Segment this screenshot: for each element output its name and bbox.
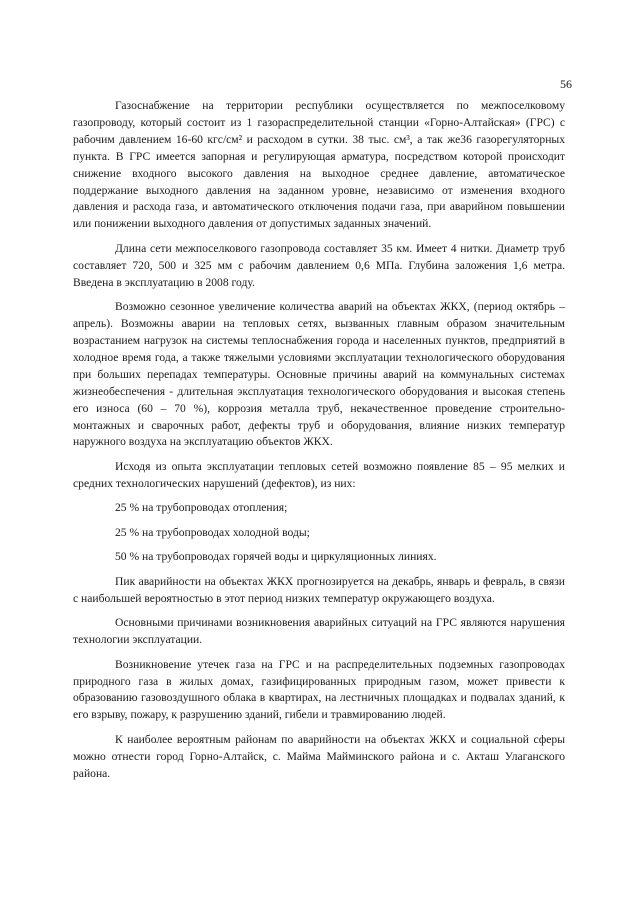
list-item-hot-water: 50 % на трубопроводах горячей воды и циркуляционных линиях.	[115, 550, 437, 564]
paragraph-grs-causes: Основными причинами возникновения аварийных ситуаций на ГРС являются нарушения технологии эксплуатации.	[73, 616, 565, 647]
paragraph-risk-areas: К наиболее вероятным районам по аварийности на объектах ЖКХ и социальной сферы можно отнести город Горно-Алтайск, с. Майма Майминского района и с. Акташ Улаганского района.	[73, 732, 565, 780]
paragraph-seasonal-accidents: Возможно сезонное увеличение количества аварий на объектах ЖКХ, (период октябрь – апрель). Возможны аварии на тепловых сетях, вызванных главным образом значительным возрастанием нагрузок на системы теплоснабжения города и населенных пунктов, предприятий в холодное время года, а также тяжелыми условиями эксплуатации технологического оборудования при больших перепадах температуры. Основные причины аварий на коммунальных системах жизнеобеспечения - длительная эксплуатация технологического оборудования и высокая степень его износа (60 – 70 %), коррозия металла труб, некачественное проведение строительно-монтажных и сварочных работ, дефекты труб и оборудования, влияние низких температур наружного воздуха на эксплуатацию объектов ЖКХ.	[73, 300, 565, 449]
page-number: 56	[560, 77, 572, 91]
list-item-heating: 25 % на трубопроводах отопления;	[115, 501, 288, 515]
paragraph-defects-intro: Исходя из опыта эксплуатации тепловых сетей возможно появление 85 – 95 мелких и средних технологических нарушений (дефектов), из них:	[73, 459, 565, 490]
paragraph-pipeline-length: Длина сети межпоселкового газопровода составляет 35 км. Имеет 4 нитки. Диаметр труб составляет 720, 500 и 325 мм с рабочим давлением 0,6 МПа. Глубина заложения 1,6 метра. Введена в эксплуатацию в 2008 году.	[73, 241, 565, 289]
paragraph-gas-supply: Газоснабжение на территории республики осуществляется по межпоселковому газопроводу, который состоит из 1 газораспределительной станции «Горно-Алтайская» (ГРС) с рабочим давлением 16-60 кгс/см² и расходом в сутки. 38 тыс. см³, а так же36 газорегуляторных пункта. В ГРС имеется запорная и регулирующая арматура, посредством которой происходит снижение входного высокого давления на выходное среднее давление, автоматическое поддержание выходного давления на заданном уровне, независимо от изменения входного давления и расхода газа, и автоматического отключения подачи газа, при аварийном повышении или понижении выходного давления от допустимых заданных значений.	[73, 99, 565, 231]
paragraph-peak-accidents: Пик аварийности на объектах ЖКХ прогнозируется на декабрь, январь и февраль, в связи с наибольшей вероятностью в этот период низких температур окружающего воздуха.	[73, 574, 565, 605]
list-item-cold-water: 25 % на трубопроводах холодной воды;	[115, 525, 310, 539]
paragraph-gas-leaks: Возникновение утечек газа на ГРС и на распределительных подземных газопроводах природного газа в жилых домах, газифицированных природным газом, может привести к образованию газовоздушного облака в квартирах, на лестничных площадках и подвалах зданий, к его взрыву, пожару, к разрушению зданий, гибели и травмированию людей.	[73, 657, 565, 722]
document-body	[73, 98, 565, 790]
